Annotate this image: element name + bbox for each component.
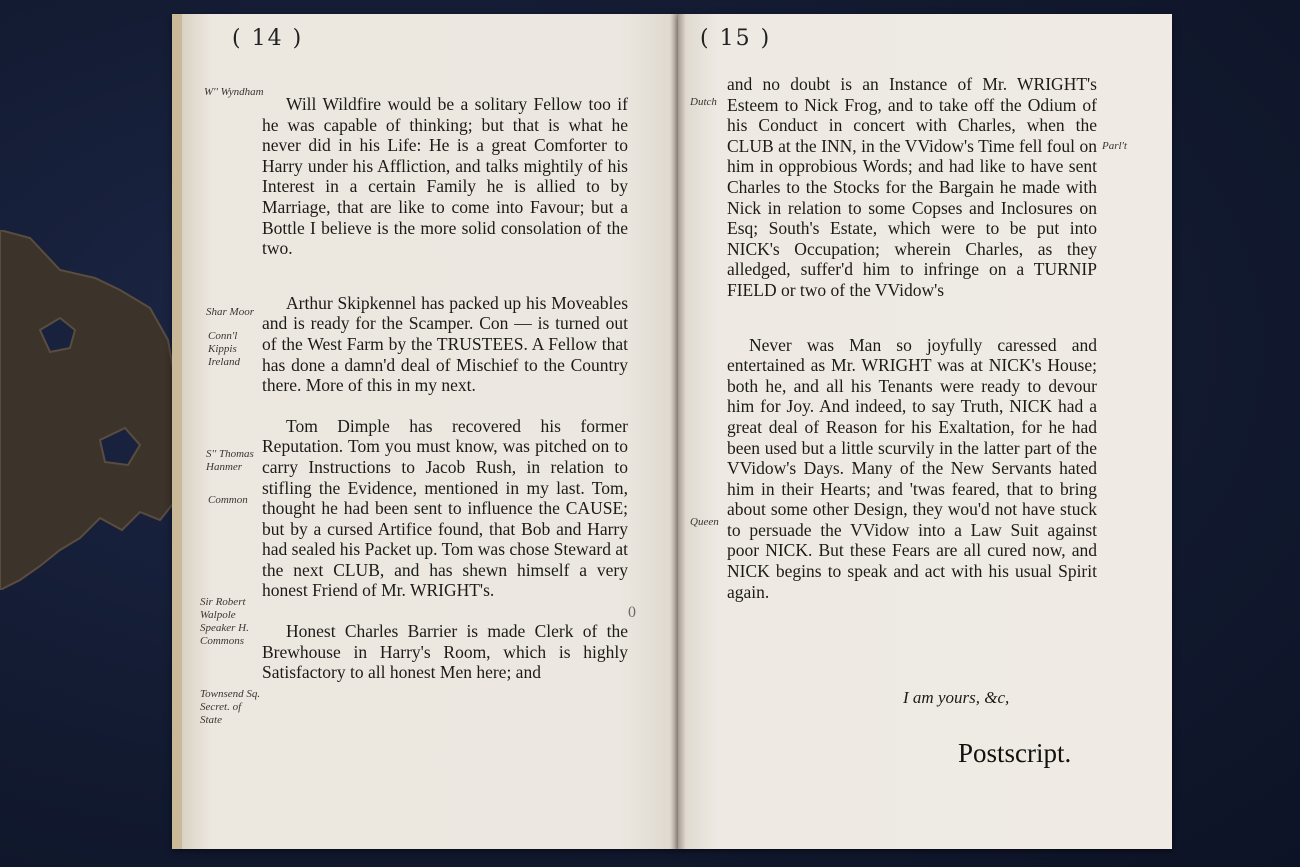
left-paragraph-2: Arthur Skipkennel has packed up his Moveables and is ready for the Scamper. Con — is turned out of the West Farm by the TRUSTEES. A Fellow that has done a damn'd deal of Mischief to the Country there. More of this in my next. <box>262 292 628 396</box>
margin-note-dutch: Dutch <box>690 96 717 108</box>
left-page-text <box>262 94 628 683</box>
right-paragraph-2: Never was Man so joyfully caressed and entertained as Mr. WRIGHT was at NICK's House; both he, and all his Tenants were ready to devour him for Joy. And indeed, to say Truth, NICK had a great deal of Reason for his Exaltation, for he had been used but a little scurvily in the latter part of the VVidow's Days. Many of the New Servants hated him in their Hearts; and 'twas feared, that to bring about some other Design, they wou'd not have stuck to persuade the VVidow into a Law Suit against poor NICK. But these Fears are all cured now, and NICK begins to speak and act with his usual Spirit again. <box>727 334 1097 602</box>
book-gutter <box>670 14 686 849</box>
pencil-mark: 0 <box>628 604 636 621</box>
postscript-heading: Postscript. <box>958 738 1072 768</box>
margin-note-6: Sir Robert Walpole Speaker H. Commons <box>200 596 249 647</box>
margin-note-parlt: Parl't <box>1102 140 1127 152</box>
margin-note-3: Conn'l Kippis Ireland <box>208 330 240 368</box>
margin-note-7: Townsend Sq. Secret. of State <box>200 688 261 726</box>
right-paragraph-1: and no doubt is an Instance of Mr. WRIGHT's Esteem to Nick Frog, and to take off the Odium of his Conduct in concert with Charles, when the CLUB at the INN, in the VVidow's Time fell foul on him in opprobious Words; and had like to have sent Charles to the Stocks for the Bargain he made with Nick in relation to some Copses and Inclosures on Esq; South's Estate, which were to be put into NICK's Occupation; wherein Charles, as they alledged, suffer'd him to infringe on a TURNIP FIELD or two of the VVidow's <box>727 74 1097 300</box>
left-page-number: ( 14 ) <box>232 26 304 51</box>
left-paragraph-3: Tom Dimple has recovered his former Reputation. Tom you must know, was pitched on to carry Instructions to Jacob Rush, in relation to stifling the Evidence, mentioned in my last. Tom, thought he had been sent to influence the CAUSE; but by a cursed Artifice found, that Bob and Harry had sealed his Packet up. Tom was chose Steward at the next CLUB, and has shewn himself a very honest Friend of Mr. WRIGHT's. <box>262 415 628 601</box>
left-paragraph-1: Will Wildfire would be a solitary Fellow too if he was capable of thinking; but that is what he never did in his Life: He is a great Comforter to Harry under his Affliction, and talks mightily of his Interest in a certain Family he is allied to by Marriage, that are like to come into Favour; but a Bottle I believe is the more solid consolation of the two. <box>262 94 628 259</box>
margin-note-queen: Queen <box>690 516 719 528</box>
margin-note-1: W'' Wyndham <box>204 86 264 98</box>
right-page-number: ( 15 ) <box>700 26 772 51</box>
margin-note-4: S'' Thomas Hanmer <box>206 448 254 473</box>
left-paragraph-4: Honest Charles Barrier is made Clerk of the Brewhouse in Harry's Room, which is highly Satisfactory to all honest Men here; and <box>262 621 628 683</box>
margin-note-5: Common <box>208 494 248 506</box>
right-page-text <box>727 74 1097 602</box>
margin-note-2: Shar Moor <box>206 306 254 318</box>
signoff: I am yours, &c, <box>903 688 1010 707</box>
